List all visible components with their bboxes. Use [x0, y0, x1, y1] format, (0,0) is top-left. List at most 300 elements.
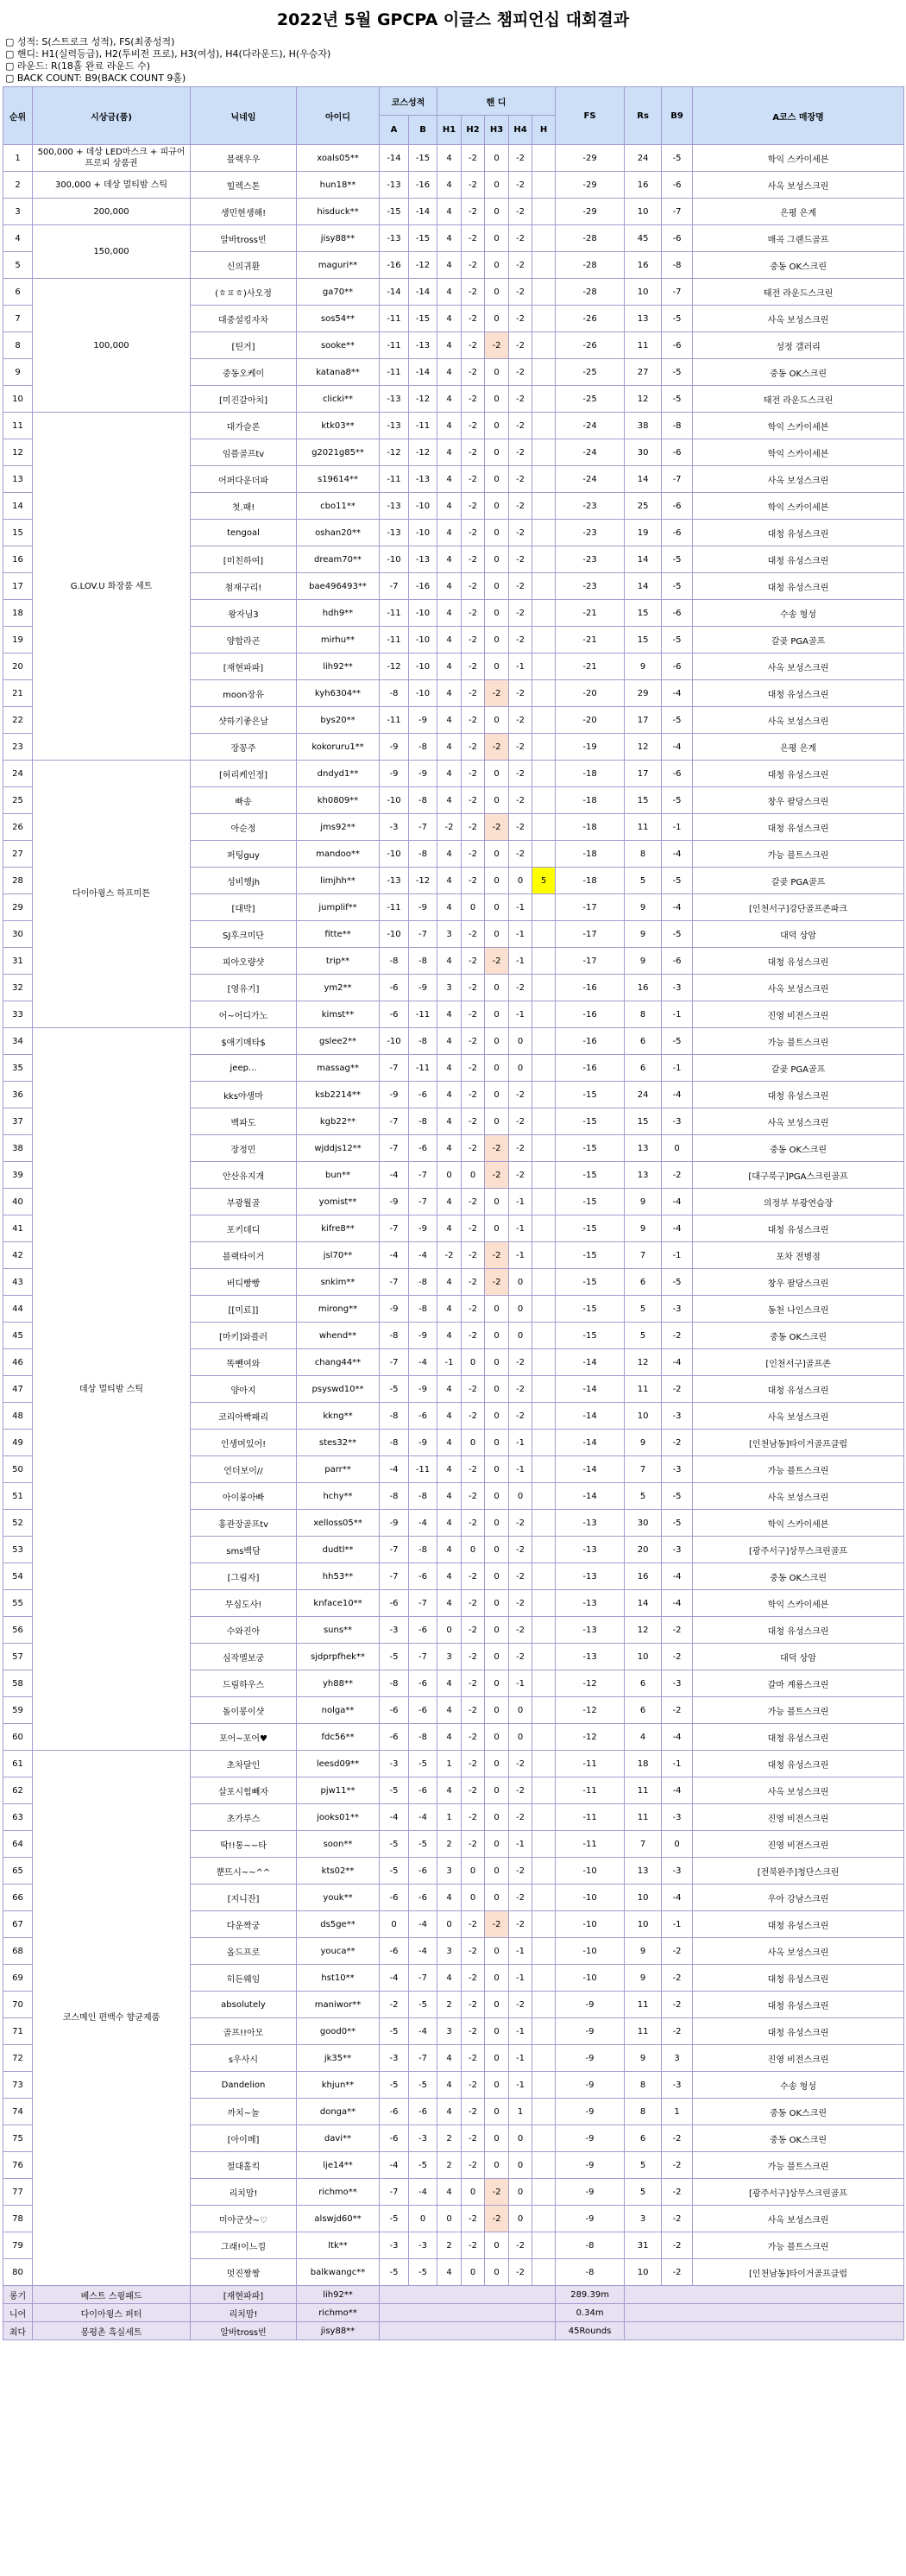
- cell-course: 대청 유성스크린: [693, 1724, 904, 1751]
- cell-b9: -7: [662, 466, 693, 493]
- cell-h: [532, 1510, 556, 1537]
- cell-score-a: -5: [380, 1858, 409, 1885]
- cell-h: [532, 1992, 556, 2018]
- cell-score-b: -7: [409, 1644, 437, 1670]
- cell-id: gslee2**: [297, 1028, 380, 1055]
- cell-rs: 9: [625, 653, 662, 680]
- cell-h2: -2: [462, 787, 485, 814]
- cell-score-b: -12: [409, 386, 437, 413]
- cell-h1: 4: [437, 199, 462, 225]
- cell-id: xoals05**: [297, 145, 380, 172]
- cell-id: hst10**: [297, 1965, 380, 1992]
- cell-rs: 16: [625, 172, 662, 199]
- cell-rs: 19: [625, 520, 662, 546]
- cell-id: jumplif**: [297, 894, 380, 921]
- cell-rank: 17: [3, 573, 33, 600]
- cell-h: [532, 1108, 556, 1135]
- cell-nickname: 임플골프tv: [191, 439, 297, 466]
- cell-rank: 55: [3, 1590, 33, 1617]
- cell-course: 대청 유성스크린: [693, 680, 904, 707]
- cell-nickname: 퍼팅guy: [191, 841, 297, 868]
- cell-b9: -6: [662, 653, 693, 680]
- cell-h3: 0: [485, 252, 509, 279]
- cell-h4: -2: [509, 627, 532, 653]
- cell-h: [532, 413, 556, 439]
- special-empty: [380, 2304, 556, 2322]
- cell-fs: -18: [556, 761, 625, 787]
- cell-h: [532, 145, 556, 172]
- cell-h4: -1: [509, 1001, 532, 1028]
- cell-fs: -11: [556, 1777, 625, 1804]
- cell-course: 사옥 보성스크린: [693, 1108, 904, 1135]
- cell-h4: 0: [509, 1697, 532, 1724]
- cell-course: 중동 OK스크린: [693, 2125, 904, 2152]
- cell-h2: 0: [462, 1430, 485, 1456]
- cell-h4: -1: [509, 1670, 532, 1697]
- cell-h1: 4: [437, 1403, 462, 1430]
- cell-score-a: -6: [380, 1001, 409, 1028]
- cell-course: 갈곶 PGA골프: [693, 1055, 904, 1082]
- cell-h2: -2: [462, 2125, 485, 2152]
- cell-b9: -4: [662, 1349, 693, 1376]
- cell-h1: 4: [437, 1430, 462, 1456]
- cell-id: ym2**: [297, 975, 380, 1001]
- cell-score-b: -14: [409, 359, 437, 386]
- cell-course: 중동 OK스크린: [693, 359, 904, 386]
- cell-h2: -2: [462, 413, 485, 439]
- cell-nickname: 생민현생해!: [191, 199, 297, 225]
- cell-b9: -5: [662, 1483, 693, 1510]
- cell-rank: 51: [3, 1483, 33, 1510]
- cell-fs: -21: [556, 627, 625, 653]
- cell-fs: -15: [556, 1082, 625, 1108]
- cell-score-a: -7: [380, 1108, 409, 1135]
- cell-score-b: -9: [409, 894, 437, 921]
- cell-rs: 20: [625, 1537, 662, 1563]
- cell-score-a: -8: [380, 1483, 409, 1510]
- cell-b9: -2: [662, 1162, 693, 1189]
- cell-b9: -4: [662, 1724, 693, 1751]
- cell-h4: 0: [509, 1296, 532, 1323]
- cell-score-a: -13: [380, 493, 409, 520]
- special-award: 니어: [3, 2304, 33, 2322]
- cell-score-a: -7: [380, 1563, 409, 1590]
- cell-score-b: -12: [409, 252, 437, 279]
- cell-h3: 0: [485, 359, 509, 386]
- cell-h: [532, 600, 556, 627]
- cell-id: g2021g85**: [297, 439, 380, 466]
- cell-id: jsl70**: [297, 1242, 380, 1269]
- cell-course: 중동 OK스크린: [693, 1563, 904, 1590]
- cell-id: stes32**: [297, 1430, 380, 1456]
- cell-fs: -25: [556, 386, 625, 413]
- cell-h3: 0: [485, 1082, 509, 1108]
- cell-nickname: 양합라곤: [191, 627, 297, 653]
- cell-fs: -15: [556, 1323, 625, 1349]
- cell-rs: 12: [625, 386, 662, 413]
- cell-id: youk**: [297, 1885, 380, 1911]
- cell-nickname: moon장유: [191, 680, 297, 707]
- cell-h2: -2: [462, 1697, 485, 1724]
- cell-score-a: -9: [380, 1296, 409, 1323]
- cell-score-a: -8: [380, 1670, 409, 1697]
- cell-h: [532, 1376, 556, 1403]
- cell-h3: 0: [485, 894, 509, 921]
- cell-score-a: -4: [380, 1162, 409, 1189]
- cell-b9: 3: [662, 2045, 693, 2072]
- cell-course: 사옥 보성스크린: [693, 1777, 904, 1804]
- cell-h1: 4: [437, 1590, 462, 1617]
- cell-score-b: -8: [409, 1296, 437, 1323]
- cell-h4: 0: [509, 1269, 532, 1296]
- cell-rs: 11: [625, 2018, 662, 2045]
- cell-rs: 7: [625, 1242, 662, 1269]
- cell-course: 갈곶 PGA골프: [693, 627, 904, 653]
- cell-h4: 0: [509, 2152, 532, 2179]
- cell-fs: -11: [556, 1751, 625, 1777]
- cell-h1: 4: [437, 1537, 462, 1563]
- cell-score-b: -4: [409, 1242, 437, 1269]
- cell-nickname: tengoal: [191, 520, 297, 546]
- cell-score-b: -8: [409, 841, 437, 868]
- cell-fs: -23: [556, 493, 625, 520]
- cell-h4: -2: [509, 1644, 532, 1670]
- cell-score-a: -3: [380, 1617, 409, 1644]
- cell-h: [532, 1724, 556, 1751]
- cell-fs: -14: [556, 1403, 625, 1430]
- cell-b9: -6: [662, 600, 693, 627]
- cell-rs: 8: [625, 841, 662, 868]
- cell-h4: -2: [509, 1590, 532, 1617]
- table-row: [3, 279, 904, 306]
- cell-id: hdh9**: [297, 600, 380, 627]
- cell-fs: -24: [556, 413, 625, 439]
- cell-b9: -6: [662, 439, 693, 466]
- cell-rs: 16: [625, 975, 662, 1001]
- cell-course: 가능 블트스크린: [693, 2152, 904, 2179]
- cell-fs: -15: [556, 1269, 625, 1296]
- cell-nickname: 백파도: [191, 1108, 297, 1135]
- cell-id: good0**: [297, 2018, 380, 2045]
- cell-rank: 41: [3, 1215, 33, 1242]
- cell-score-b: -14: [409, 199, 437, 225]
- cell-score-b: -6: [409, 1403, 437, 1430]
- cell-id: dream70**: [297, 546, 380, 573]
- cell-id: mirong**: [297, 1296, 380, 1323]
- cell-h4: -2: [509, 546, 532, 573]
- cell-h4: -2: [509, 1349, 532, 1376]
- cell-course: 은평 은계: [693, 734, 904, 761]
- cell-b9: -2: [662, 1938, 693, 1965]
- cell-rs: 5: [625, 2152, 662, 2179]
- cell-rs: 3: [625, 2206, 662, 2232]
- cell-score-a: -11: [380, 894, 409, 921]
- cell-b9: -5: [662, 787, 693, 814]
- special-awards: [3, 2286, 904, 2340]
- cell-nickname: 히든웨임: [191, 1965, 297, 1992]
- cell-h4: 0: [509, 1323, 532, 1349]
- cell-score-a: -15: [380, 199, 409, 225]
- cell-fs: -9: [556, 2018, 625, 2045]
- cell-h1: 4: [437, 145, 462, 172]
- cell-course: 동천 나인스크린: [693, 1296, 904, 1323]
- cell-h: [532, 787, 556, 814]
- cell-h4: -2: [509, 1777, 532, 1804]
- cell-score-b: -10: [409, 520, 437, 546]
- cell-b9: -4: [662, 1885, 693, 1911]
- cell-h1: 4: [437, 1296, 462, 1323]
- cell-score-b: -8: [409, 1483, 437, 1510]
- cell-h3: 0: [485, 2045, 509, 2072]
- cell-h2: -2: [462, 1028, 485, 1055]
- cell-b9: -3: [662, 1858, 693, 1885]
- cell-score-b: -15: [409, 225, 437, 252]
- cell-nickname: s우사시: [191, 2045, 297, 2072]
- cell-id: khjun**: [297, 2072, 380, 2099]
- cell-score-b: -14: [409, 279, 437, 306]
- cell-h1: 4: [437, 1189, 462, 1215]
- cell-fs: -29: [556, 172, 625, 199]
- cell-h1: 0: [437, 1911, 462, 1938]
- cell-h3: 0: [485, 2232, 509, 2259]
- cell-b9: -2: [662, 1992, 693, 2018]
- cell-h2: 0: [462, 894, 485, 921]
- cell-h3: 0: [485, 1323, 509, 1349]
- cell-h3: -2: [485, 734, 509, 761]
- cell-fs: -17: [556, 948, 625, 975]
- cell-b9: -5: [662, 386, 693, 413]
- cell-h1: 4: [437, 1724, 462, 1751]
- cell-id: chang44**: [297, 1349, 380, 1376]
- cell-fs: -13: [556, 1537, 625, 1563]
- cell-h4: -1: [509, 1456, 532, 1483]
- cell-b9: -5: [662, 306, 693, 332]
- cell-h1: 2: [437, 2152, 462, 2179]
- cell-course: [인천남동]타이거골프클럽: [693, 2259, 904, 2286]
- cell-score-a: -3: [380, 1751, 409, 1777]
- cell-id: dudtl**: [297, 1537, 380, 1563]
- special-award: 최다: [3, 2322, 33, 2340]
- cell-b9: -5: [662, 546, 693, 573]
- cell-h2: -2: [462, 2206, 485, 2232]
- cell-score-b: -10: [409, 600, 437, 627]
- cell-h3: 0: [485, 1590, 509, 1617]
- cell-fs: -15: [556, 1135, 625, 1162]
- cell-b9: -4: [662, 894, 693, 921]
- cell-rs: 14: [625, 466, 662, 493]
- cell-h1: 4: [437, 225, 462, 252]
- cell-course: 포차 전병점: [693, 1242, 904, 1269]
- cell-rank: 40: [3, 1189, 33, 1215]
- cell-course: 태전 라운드스크린: [693, 386, 904, 413]
- cell-course: 사옥 보성스크린: [693, 306, 904, 332]
- cell-h4: 0: [509, 1724, 532, 1751]
- cell-h1: 2: [437, 1831, 462, 1858]
- cell-score-a: -4: [380, 2152, 409, 2179]
- special-prize: 봉평촌 흑실세트: [33, 2322, 191, 2340]
- cell-rank: 77: [3, 2179, 33, 2206]
- cell-rs: 9: [625, 1215, 662, 1242]
- cell-rank: 64: [3, 1831, 33, 1858]
- cell-course: 대청 유성스크린: [693, 573, 904, 600]
- note-backcount: ▢ BACK COUNT: B9(BACK COUNT 9홀): [5, 73, 186, 84]
- cell-course: [인천서구]골프존: [693, 1349, 904, 1376]
- cell-h: [532, 1001, 556, 1028]
- cell-h: [532, 1135, 556, 1162]
- cell-b9: -7: [662, 199, 693, 225]
- cell-fs: -10: [556, 1885, 625, 1911]
- cell-nickname: absolutely: [191, 1992, 297, 2018]
- cell-h: [532, 1751, 556, 1777]
- cell-score-b: -6: [409, 1135, 437, 1162]
- cell-score-b: -8: [409, 1028, 437, 1055]
- cell-h3: 0: [485, 172, 509, 199]
- cell-course: 은평 은계: [693, 199, 904, 225]
- cell-h: [532, 1858, 556, 1885]
- cell-rs: 12: [625, 1617, 662, 1644]
- cell-h4: -2: [509, 734, 532, 761]
- cell-b9: -5: [662, 1028, 693, 1055]
- cell-h1: 2: [437, 2232, 462, 2259]
- cell-score-b: -8: [409, 1269, 437, 1296]
- cell-score-a: -11: [380, 627, 409, 653]
- cell-rs: 5: [625, 1483, 662, 1510]
- cell-b9: -2: [662, 1323, 693, 1349]
- cell-rank: 6: [3, 279, 33, 306]
- cell-nickname: 코리아빡패리: [191, 1403, 297, 1430]
- cell-h3: -2: [485, 948, 509, 975]
- cell-fs: -11: [556, 1804, 625, 1831]
- cell-score-a: -5: [380, 1777, 409, 1804]
- cell-id: limjhh**: [297, 868, 380, 894]
- cell-score-a: -13: [380, 520, 409, 546]
- cell-h: [532, 1296, 556, 1323]
- cell-rs: 45: [625, 225, 662, 252]
- cell-h4: -2: [509, 975, 532, 1001]
- cell-b9: -2: [662, 2179, 693, 2206]
- cell-nickname: 포키데디: [191, 1215, 297, 1242]
- cell-h1: 4: [437, 546, 462, 573]
- cell-id: suns**: [297, 1617, 380, 1644]
- cell-rs: 10: [625, 1644, 662, 1670]
- cell-nickname: [미진갈아치]: [191, 386, 297, 413]
- cell-id: kyh6304**: [297, 680, 380, 707]
- cell-rank: 29: [3, 894, 33, 921]
- cell-rank: 8: [3, 332, 33, 359]
- cell-h: [532, 1777, 556, 1804]
- cell-id: maniwor**: [297, 1992, 380, 2018]
- cell-h2: -2: [462, 225, 485, 252]
- cell-score-a: -16: [380, 252, 409, 279]
- cell-h3: 0: [485, 1697, 509, 1724]
- cell-nickname: jeep...: [191, 1055, 297, 1082]
- cell-course: 창우 팔당스크린: [693, 1269, 904, 1296]
- cell-nickname: 장꽁주: [191, 734, 297, 761]
- cell-score-a: -11: [380, 332, 409, 359]
- cell-h3: 0: [485, 279, 509, 306]
- cell-score-a: -6: [380, 2099, 409, 2125]
- cell-rs: 13: [625, 306, 662, 332]
- cell-h4: 0: [509, 1055, 532, 1082]
- cell-score-b: -16: [409, 573, 437, 600]
- cell-score-b: -13: [409, 546, 437, 573]
- cell-h3: 0: [485, 787, 509, 814]
- cell-score-a: -10: [380, 787, 409, 814]
- cell-rs: 11: [625, 814, 662, 841]
- cell-course: 수송 형성: [693, 2072, 904, 2099]
- cell-h1: 4: [437, 627, 462, 653]
- cell-course: 사옥 보성스크린: [693, 707, 904, 734]
- cell-h4: -1: [509, 2045, 532, 2072]
- cell-nickname: 첨재구리!: [191, 573, 297, 600]
- cell-h: [532, 761, 556, 787]
- cell-h2: -2: [462, 546, 485, 573]
- cell-nickname: [허리케인정]: [191, 761, 297, 787]
- cell-nickname: 왕자님3: [191, 600, 297, 627]
- cell-h: [532, 199, 556, 225]
- cell-fs: -23: [556, 573, 625, 600]
- cell-score-b: -5: [409, 2072, 437, 2099]
- note-handicap: ▢ 핸디: H1(실력등급), H2(투비전 프로), H3(여성), H4(다라운드), H(우승자): [5, 48, 331, 60]
- cell-score-b: -12: [409, 868, 437, 894]
- header-fs: FS: [556, 87, 625, 145]
- cell-h1: 4: [437, 600, 462, 627]
- cell-course: 가능 블트스크린: [693, 2232, 904, 2259]
- cell-h3: 0: [485, 1510, 509, 1537]
- cell-h1: 4: [437, 841, 462, 868]
- cell-rs: 11: [625, 1376, 662, 1403]
- cell-id: ds5ge**: [297, 1911, 380, 1938]
- cell-h3: 0: [485, 1885, 509, 1911]
- cell-h: [532, 573, 556, 600]
- cell-fs: -21: [556, 600, 625, 627]
- cell-h2: -2: [462, 921, 485, 948]
- cell-b9: -2: [662, 2259, 693, 2286]
- cell-score-b: -7: [409, 1189, 437, 1215]
- cell-course: 대청 유성스크린: [693, 1082, 904, 1108]
- cell-score-b: -6: [409, 1777, 437, 1804]
- cell-h: [532, 225, 556, 252]
- cell-fs: -23: [556, 520, 625, 546]
- cell-course: 수송 형성: [693, 600, 904, 627]
- cell-b9: -8: [662, 413, 693, 439]
- cell-rank: 78: [3, 2206, 33, 2232]
- cell-nickname: 돌이봉이샷: [191, 1697, 297, 1724]
- cell-id: bun**: [297, 1162, 380, 1189]
- cell-nickname: [그림자]: [191, 1563, 297, 1590]
- cell-h2: -2: [462, 1777, 485, 1804]
- cell-score-b: -11: [409, 413, 437, 439]
- cell-nickname: 안산유지개: [191, 1162, 297, 1189]
- cell-rank: 37: [3, 1108, 33, 1135]
- cell-nickname: [재현파파]: [191, 653, 297, 680]
- cell-rank: 35: [3, 1055, 33, 1082]
- cell-b9: -5: [662, 573, 693, 600]
- cell-fs: -29: [556, 145, 625, 172]
- cell-b9: -4: [662, 734, 693, 761]
- cell-rank: 48: [3, 1403, 33, 1430]
- cell-h2: -2: [462, 1001, 485, 1028]
- cell-h3: 0: [485, 975, 509, 1001]
- cell-h: [532, 1483, 556, 1510]
- cell-score-b: -10: [409, 627, 437, 653]
- cell-nickname: $애기매타$: [191, 1028, 297, 1055]
- cell-rank: 74: [3, 2099, 33, 2125]
- cell-h1: 4: [437, 1483, 462, 1510]
- cell-h1: 4: [437, 2259, 462, 2286]
- cell-course: 대청 유성스크린: [693, 520, 904, 546]
- cell-rank: 66: [3, 1885, 33, 1911]
